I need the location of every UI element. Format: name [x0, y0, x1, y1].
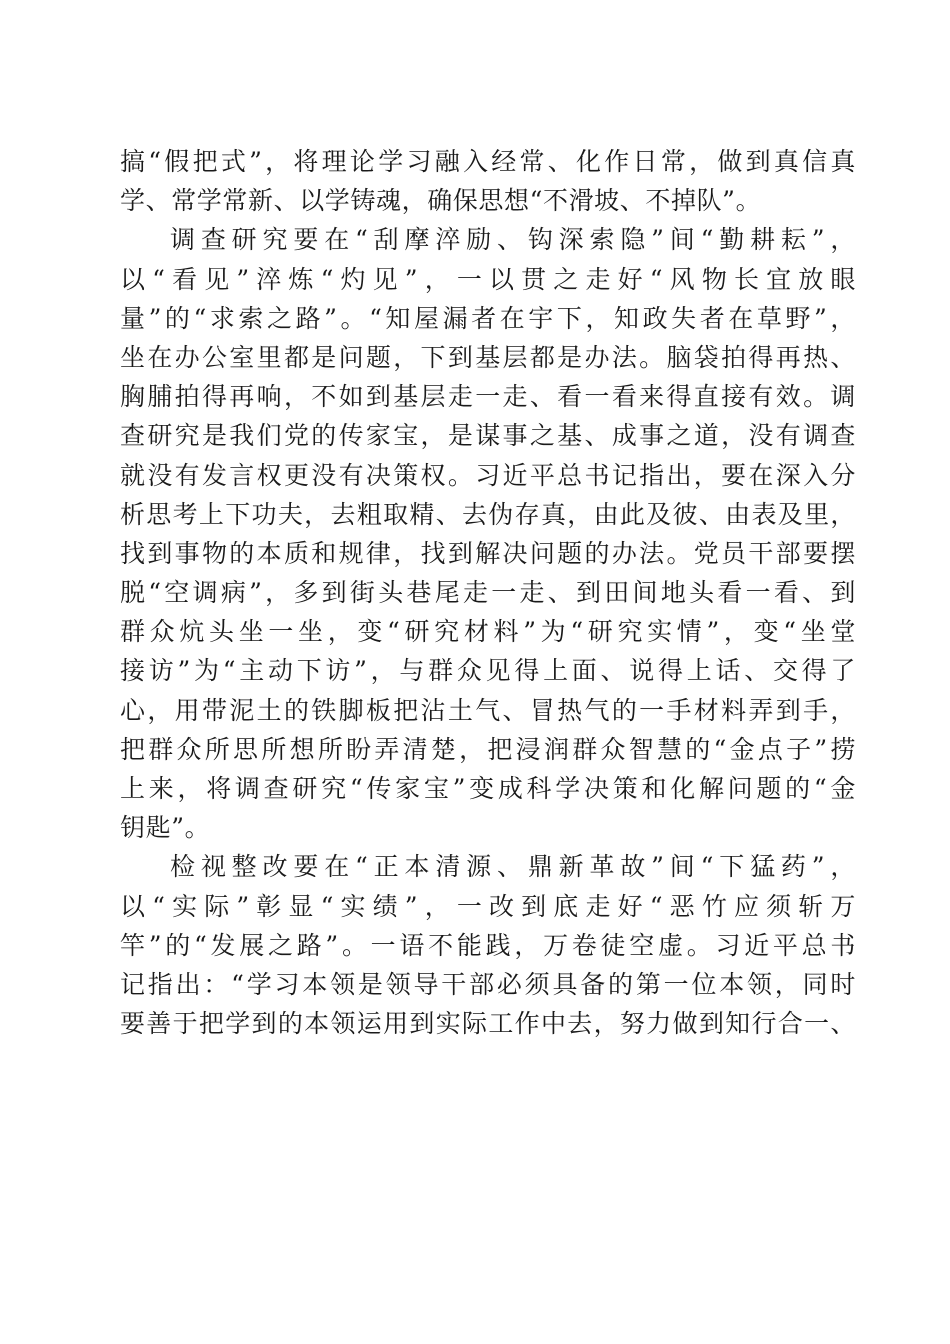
text-line: 搞“假把式”，将理论学习融入经常、化作日常，做到真信真: [120, 147, 856, 176]
text-line: 坐在办公室里都是问题，下到基层都是办法。脑袋拍得再热、: [120, 342, 856, 372]
paragraph-1-continuation: [120, 142, 856, 220]
text-line: 检视整改要在“正本清源、鼎新革故”间“下猛药”，: [170, 852, 856, 882]
text-line: 以“实际”彰显“实绩”，一改到底走好“恶竹应须斩万: [120, 891, 856, 921]
text-line: 找到事物的本质和规律，找到解决问题的办法。党员干部要摆: [120, 538, 856, 568]
text-line: 胸脯拍得再响，不如到基层走一走、看一看来得直接有效。调: [120, 382, 856, 412]
text-line: 心，用带泥土的铁脚板把沾土气、冒热气的一手材料弄到手，: [120, 695, 856, 725]
paragraph-2-research: [120, 220, 856, 847]
text-line: 群众炕头坐一坐，变“研究材料”为“研究实情”，变“坐堂: [120, 617, 856, 647]
text-line: 学、常学常新、以学铸魂，确保思想“不滑坡、不掉队”。: [120, 186, 762, 216]
text-line: 调查研究要在“刮摩淬励、钩深索隐”间“勤耕耘”，: [170, 225, 856, 255]
text-line: 钥匙”。: [120, 813, 211, 843]
text-line: 把群众所思所想所盼弄清楚，把浸润群众智慧的“金点子”捞: [120, 734, 856, 764]
paragraph-3-rectification: [120, 847, 856, 1043]
text-line: 析思考上下功夫，去粗取精、去伪存真，由此及彼、由表及里，: [120, 499, 856, 529]
text-line: 记指出：“学习本领是领导干部必须具备的第一位本领，同时: [120, 969, 856, 999]
text-line: 就没有发言权更没有决策权。习近平总书记指出，要在深入分: [120, 460, 856, 490]
text-line: 竿”的“发展之路”。一语不能践，万卷徒空虚。习近平总书: [120, 930, 856, 960]
text-line: 要善于把学到的本领运用到实际工作中去，努力做到知行合一、: [120, 1009, 856, 1039]
text-line: 脱“空调病”，多到街头巷尾走一走、到田间地头看一看、到: [120, 578, 856, 608]
text-line: 量”的“求索之路”。“知屋漏者在宇下，知政失者在草野”，: [120, 303, 856, 333]
text-line: 接访”为“主动下访”，与群众见得上面、说得上话、交得了: [120, 656, 856, 686]
text-line: 查研究是我们党的传家宝，是谋事之基、成事之道，没有调查: [120, 421, 856, 451]
text-line: 上来，将调查研究“传家宝”变成科学决策和化解问题的“金: [120, 774, 856, 803]
text-line: 以“看见”淬炼“灼见”，一以贯之走好“风物长宜放眼: [120, 264, 856, 294]
document-body: [120, 142, 856, 1043]
